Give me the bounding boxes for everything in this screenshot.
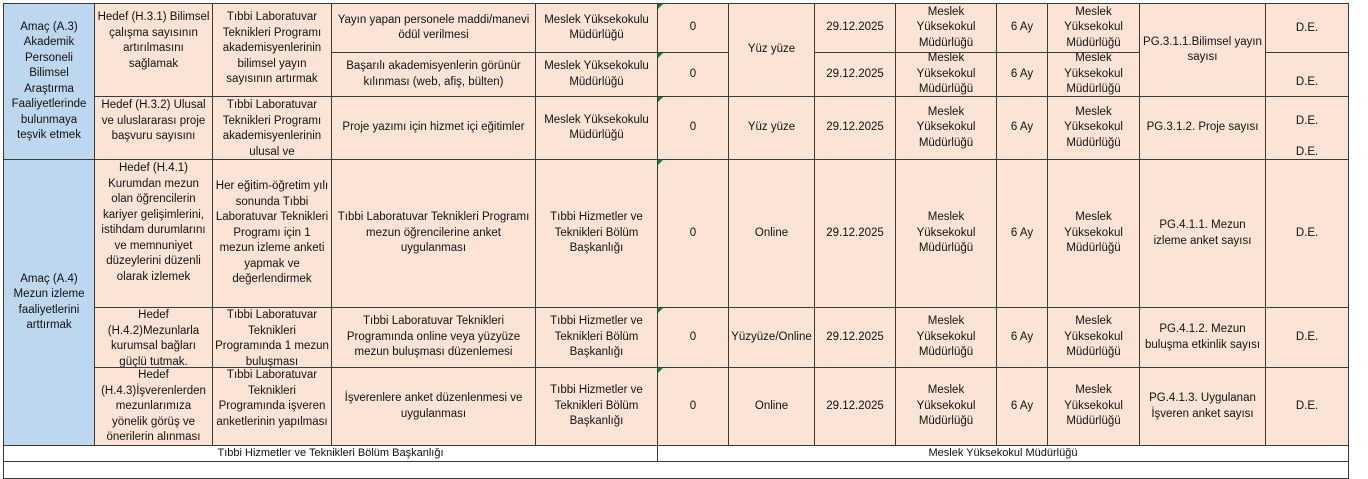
status-cell-4[interactable]: D.E. [1265,159,1349,308]
coordinator-cell-4[interactable]: Meslek Yüksekokul Müdürlüğü [895,159,997,308]
indicator-cell-6[interactable]: PG.4.1.3. Uygulanan İşveren anket sayısı [1139,367,1266,446]
monitor-cell-5[interactable]: Meslek Yüksekokul Müdürlüğü [1047,307,1140,368]
status-cell-3[interactable] [1265,96,1349,160]
responsible-cell-1[interactable]: Meslek Yüksekokulu Müdürlüğü [535,3,658,53]
goal-cell-a4[interactable]: Amaç (A.4) Mezun izleme faaliyetlerini arttırmak [3,159,95,446]
activity-cell-4[interactable]: Tıbbi Laboratuvar Teknikleri Programı mezun öğrencilerine anket uygulanması [331,159,536,308]
status-cell-5[interactable]: D.E. [1265,307,1349,368]
indicator-cell-5[interactable]: PG.4.1.2. Mezun buluşma etkinlik sayısı [1139,307,1266,368]
responsible-cell-2[interactable]: Meslek Yüksekokulu Müdürlüğü [535,52,658,97]
target-detail-h31[interactable]: Tıbbi Laboratuvar Teknikleri Programı akademisyenlerinin bilimsel yayın sayısının artırmak [212,3,332,97]
coordinator-cell-2[interactable]: Meslek Yüksekokul Müdürlüğü [895,52,997,97]
indicator-cell-3[interactable]: PG.3.1.2. Proje sayısı [1139,96,1266,160]
method-cell-6[interactable]: Online [728,367,815,446]
responsible-cell-4[interactable]: Tıbbi Hizmetler ve Teknikleri Bölüm Başkanlığı [535,159,658,308]
target-cell-h41[interactable]: Hedef (H.4.1) Kurumdan mezun olan öğrencilerin kariyer gelişimlerini, istihdam durumlarını ve memnuniyet düzeylerini düzenli olarak izlemek [94,159,213,308]
responsible-cell-5[interactable]: Tıbbi Hizmetler ve Teknikleri Bölüm Başkanlığı [535,307,658,368]
budget-cell-3[interactable]: 0 [657,96,729,160]
coordinator-cell-5[interactable]: Meslek Yüksekokul Müdürlüğü [895,307,997,368]
method-cell-1-2[interactable]: Yüz yüze [728,3,815,97]
budget-cell-5[interactable]: 0 [657,307,729,368]
target-detail-h42[interactable]: Tıbbi Laboratuvar Teknikleri Programında 1 mezun buluşması [212,307,332,368]
activity-cell-2[interactable]: Başarılı akademisyenlerin görünür kılınması (web, afiş, bülten) [331,52,536,97]
period-cell-6[interactable]: 6 Ay [996,367,1048,446]
period-cell-3[interactable]: 6 Ay [996,96,1048,160]
budget-cell-2[interactable]: 0 [657,52,729,97]
period-cell-5[interactable]: 6 Ay [996,307,1048,368]
indicator-cell-1-2[interactable]: PG.3.1.1.Bilimsel yayın sayısı [1139,3,1266,97]
date-cell-2[interactable]: 29.12.2025 [814,52,896,97]
budget-cell-1[interactable]: 0 [657,3,729,53]
blank-row[interactable] [3,461,1349,479]
target-cell-h42[interactable]: Hedef (H.4.2)Mezunlarla kurumsal bağları güçlü tutmak. [94,307,213,368]
monitor-cell-2[interactable]: Meslek Yüksekokul Müdürlüğü [1047,52,1140,97]
coordinator-cell-6[interactable]: Meslek Yüksekokul Müdürlüğü [895,367,997,446]
period-cell-4[interactable]: 6 Ay [996,159,1048,308]
activity-cell-1[interactable]: Yayın yapan personele maddi/manevi ödül verilmesi [331,3,536,53]
coordinator-cell-1[interactable]: Meslek Yüksekokul Müdürlüğü [895,3,997,53]
method-cell-3[interactable]: Yüz yüze [728,96,815,160]
activity-cell-5[interactable]: Tıbbi Laboratuvar Teknikleri Programında online veya yüzyüze mezun buluşması düzenlemesi [331,307,536,368]
responsible-cell-3[interactable]: Meslek Yüksekokulu Müdürlüğü [535,96,658,160]
status-cell-1[interactable]: D.E. [1265,3,1349,53]
budget-cell-4[interactable]: 0 [657,159,729,308]
period-cell-2[interactable]: 6 Ay [996,52,1048,97]
target-detail-h43[interactable]: Tıbbi Laboratuvar Teknikleri Programında işveren anketlerinin yapılması [212,367,332,446]
date-cell-5[interactable]: 29.12.2025 [814,307,896,368]
target-cell-h31[interactable]: Hedef (H.3.1) Bilimsel çalışma sayısının artırılmasını sağlamak [94,3,213,97]
target-cell-h43[interactable]: Hedef (H.4.3)İşverenlerden mezunlarımıza yönelik görüş ve önerilerin alınması [94,367,213,446]
footer-left-cell[interactable]: Tıbbi Hizmetler ve Teknikleri Bölüm Başkanlığı [3,445,658,462]
budget-cell-6[interactable]: 0 [657,367,729,446]
method-cell-5[interactable]: Yüzyüze/Online [728,307,815,368]
date-cell-3[interactable]: 29.12.2025 [814,96,896,160]
target-detail-h32[interactable]: Tıbbi Laboratuvar Teknikleri Programı akademisyenlerinin ulusal ve [212,96,332,160]
indicator-cell-4[interactable]: PG.4.1.1. Mezun izleme anket sayısı [1139,159,1266,308]
status-cell-6[interactable]: D.E. [1265,367,1349,446]
monitor-cell-4[interactable]: Meslek Yüksekokul Müdürlüğü [1047,159,1140,308]
monitor-cell-6[interactable]: Meslek Yüksekokul Müdürlüğü [1047,367,1140,446]
date-cell-4[interactable]: 29.12.2025 [814,159,896,308]
coordinator-cell-3[interactable]: Meslek Yüksekokul Müdürlüğü [895,96,997,160]
responsible-cell-6[interactable]: Tıbbi Hizmetler ve Teknikleri Bölüm Başkanlığı [535,367,658,446]
target-cell-h32[interactable]: Hedef (H.3.2) Ulusal ve uluslararası proje başvuru sayısını [94,96,213,160]
footer-right-cell[interactable]: Meslek Yüksekokul Müdürlüğü [657,445,1349,462]
period-cell-1[interactable]: 6 Ay [996,3,1048,53]
date-cell-1[interactable]: 29.12.2025 [814,3,896,53]
status-value-3: D.E. [1295,115,1319,127]
method-cell-4[interactable]: Online [728,159,815,308]
status-value-3b: D.E. [1295,146,1319,158]
activity-cell-6[interactable]: İşverenlere anket düzenlenmesi ve uygulanması [331,367,536,446]
activity-cell-3[interactable]: Proje yazımı için hizmet içi eğitimler [331,96,536,160]
monitor-cell-3[interactable]: Meslek Yüksekokul Müdürlüğü [1047,96,1140,160]
status-cell-2[interactable]: D.E. [1265,52,1349,97]
monitor-cell-1[interactable]: Meslek Yüksekokul Müdürlüğü [1047,3,1140,53]
goal-cell-a3[interactable]: Amaç (A.3) Akademik Personeli Bilimsel Araştırma Faaliyetlerinde bulunmaya teşvik etmek [3,3,95,160]
target-detail-h41[interactable]: Her eğitim-öğretim yılı sonunda Tıbbi Laboratuvar Teknikleri Programı için 1 mezun izleme anketi yapmak ve değerlendirmek [212,159,332,308]
date-cell-6[interactable]: 29.12.2025 [814,367,896,446]
